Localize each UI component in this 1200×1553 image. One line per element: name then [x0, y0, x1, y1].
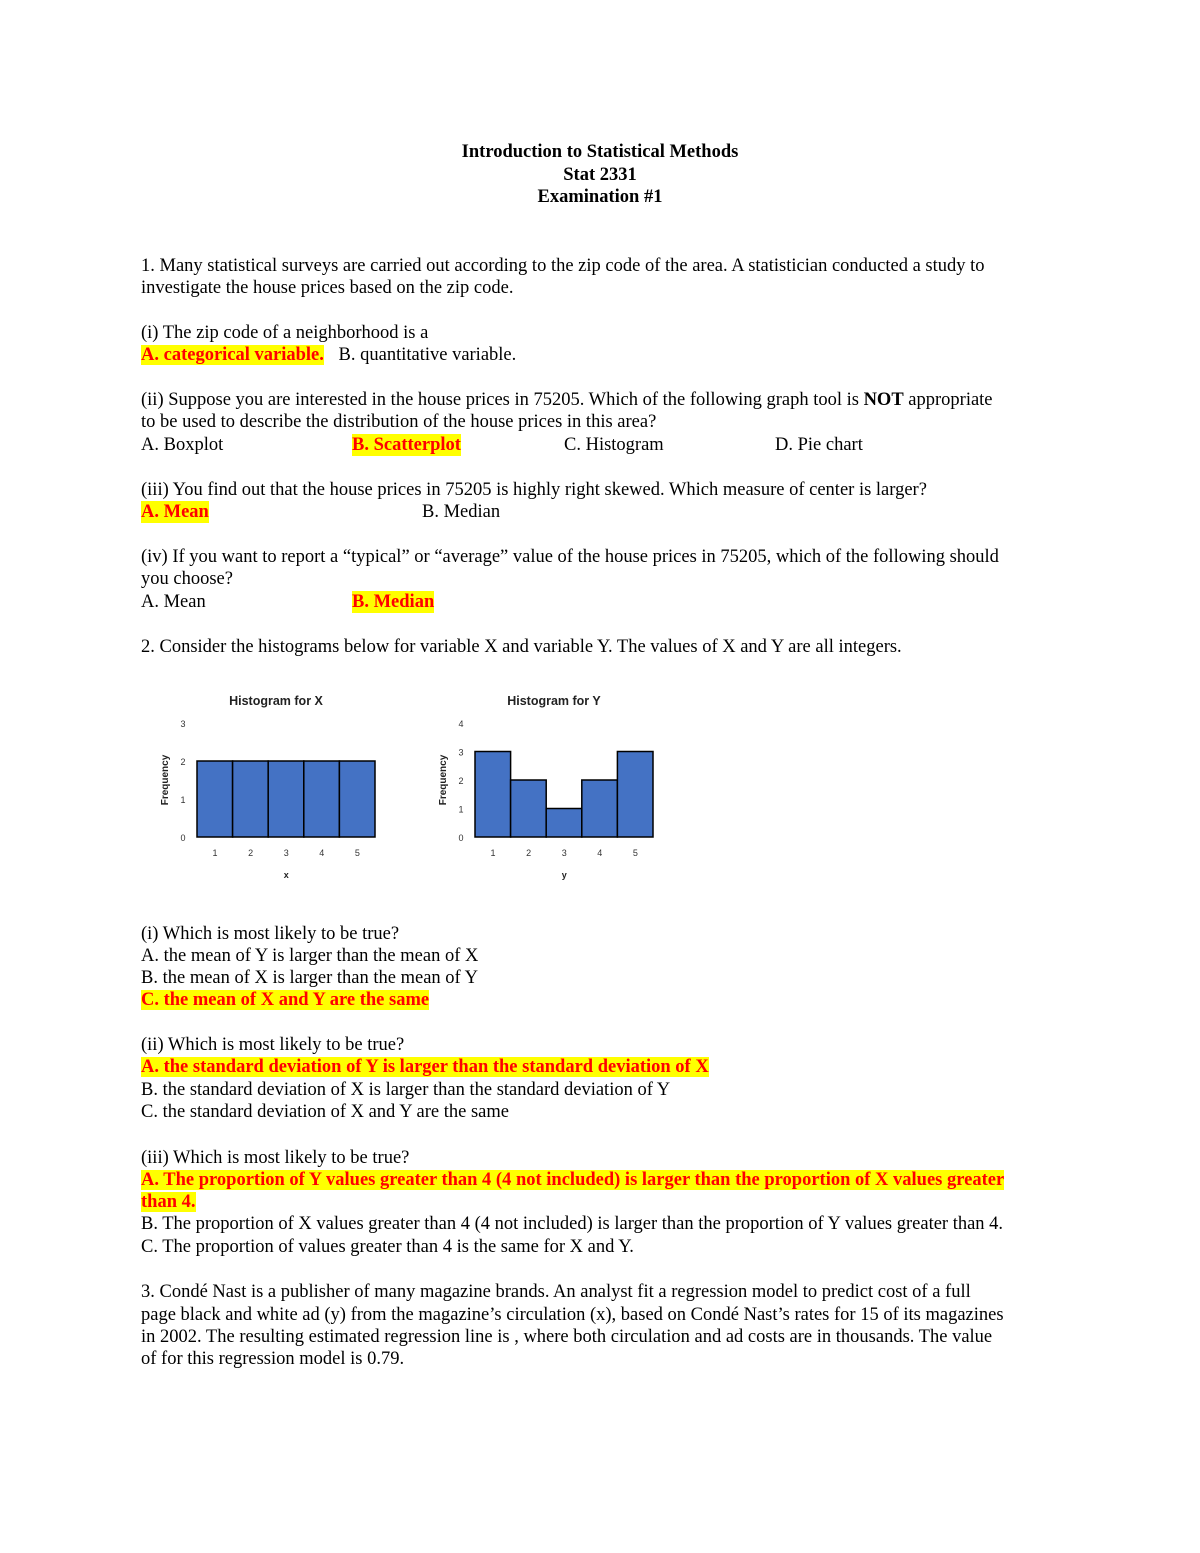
q3-line-1: 3. Condé Nast is a publisher of many magazine brands. An analyst fit a regression model to predict cost of a full	[141, 1282, 971, 1302]
histogram-x-xtick-5: 5	[354, 848, 360, 858]
q1-iv-answer-b: B. Median	[352, 592, 435, 612]
histogram-y-title: Histogram for Y	[507, 694, 601, 708]
q1-i-option-b: B. quantitative variable.	[338, 345, 517, 365]
histogram-y-ytick-1: 1	[458, 804, 464, 815]
q1-iv-option-a: A. Mean	[141, 592, 206, 612]
q2-i-option-a: A. the mean of Y is larger than the mean of X	[141, 946, 479, 966]
q2-iii-answer-a-line-2	[141, 1191, 196, 1213]
q2-iii-answer-a-2: than 4.	[141, 1192, 196, 1212]
histogram-x-svg	[145, 685, 425, 885]
histogram-y-bar-2	[511, 780, 547, 837]
q2-intro: 2. Consider the histograms below for variable X and variable Y. The values of X and Y are all integers.	[141, 637, 902, 657]
histogram-x-xtick-1: 1	[212, 848, 218, 858]
course-title: Introduction to Statistical Methods	[461, 142, 739, 162]
q2-i-option-b: B. the mean of X is larger than the mean of Y	[141, 968, 479, 988]
histogram-x-ytick-1: 1	[180, 795, 186, 805]
course-number: Stat 2331	[563, 164, 637, 185]
q2-ii-question: (ii) Which is most likely to be true?	[141, 1035, 405, 1055]
histogram-x-xtick-4: 4	[319, 848, 325, 858]
q2-iii-answer-a-line-1	[141, 1169, 1004, 1191]
histogram-y-xlabel: y	[561, 870, 567, 880]
q1-iv-question-line-2: you choose?	[141, 569, 233, 589]
histogram-y-bar-3	[546, 809, 582, 838]
q3-line-3: in 2002. The resulting estimated regression line is , where both circulation and ad costs are in thousands. The value	[141, 1327, 993, 1347]
histogram-x-xtick-2: 2	[248, 848, 254, 858]
histogram-y-bar-4	[582, 780, 618, 837]
histogram-y-svg	[423, 685, 703, 885]
q1-iii-options	[141, 501, 1041, 523]
q2-iii-option-c: C. The proportion of values greater than 4 is the same for X and Y.	[141, 1237, 634, 1257]
q2-ii-answer-a: A. the standard deviation of Y is larger than the standard deviation of X	[141, 1057, 709, 1077]
q2-ii-option-b: B. the standard deviation of X is larger than the standard deviation of Y	[141, 1080, 671, 1100]
histogram-y	[423, 685, 703, 885]
q3-line-2: page black and white ad (y) from the magazine’s circulation (x), based on Condé Nast’s rates for 15 of its magazines	[141, 1305, 1004, 1325]
q1-iv-options	[141, 591, 1041, 613]
q1-ii-question-post: appropriate	[903, 390, 993, 410]
q2-iii-question: (iii) Which is most likely to be true?	[141, 1148, 410, 1168]
histogram-y-bar-1	[475, 752, 511, 838]
q1-ii-question-pre: (ii) Suppose you are interested in the house prices in 75205. Which of the following graph tool is	[141, 390, 864, 410]
q2-iii-option-b: B. The proportion of X values greater than 4 (4 not included) is larger than the proportion of Y values greater than 4.	[141, 1214, 1004, 1234]
exam-title: Examination #1	[537, 187, 663, 207]
q1-intro-line-2: investigate the house prices based on the zip code.	[141, 278, 514, 298]
exam-header	[0, 141, 1200, 209]
q1-iii-answer-a: A. Mean	[141, 502, 209, 522]
q1-ii-question-line-1	[141, 389, 993, 411]
histogram-y-ytick-0: 0	[458, 833, 464, 843]
q1-i-options	[141, 344, 516, 366]
histogram-x-bar-5	[339, 761, 375, 837]
q2-i-answer-c-line	[141, 989, 429, 1011]
histogram-x-ytick-0: 0	[180, 833, 186, 843]
q1-ii-options	[141, 434, 1041, 456]
histogram-y-ylabel: Frequency	[438, 754, 449, 806]
q1-i-answer-a: A. categorical variable.	[141, 345, 324, 365]
q1-iv-question-line-1: (iv) If you want to report a “typical” or “average” value of the house prices in 75205, which of the following should	[141, 547, 999, 567]
histogram-y-ytick-3: 3	[458, 747, 464, 758]
histogram-y-xtick-5: 5	[632, 848, 638, 858]
histogram-x-title: Histogram for X	[229, 694, 323, 708]
histogram-x-ytick-3: 3	[180, 719, 186, 729]
histogram-y-xtick-3: 3	[561, 848, 567, 858]
q2-i-question: (i) Which is most likely to be true?	[141, 924, 400, 944]
histogram-x-xtick-3: 3	[283, 848, 289, 858]
q2-iii-answer-a-1: A. The proportion of Y values greater than 4 (4 not included) is larger than the proportion of X values greater	[141, 1170, 1005, 1190]
q2-ii-answer-a-line	[141, 1056, 709, 1078]
histogram-y-xtick-1: 1	[490, 848, 496, 858]
q3-line-4: of for this regression model is 0.79.	[141, 1349, 405, 1369]
histogram-x-ylabel: Frequency	[160, 754, 171, 806]
q1-ii-option-c: C. Histogram	[564, 435, 664, 455]
q1-ii-option-a: A. Boxplot	[141, 435, 224, 455]
histogram-x-bar-2	[233, 761, 269, 837]
histogram-y-xtick-2: 2	[526, 848, 532, 858]
q1-iii-option-b: B. Median	[422, 502, 501, 522]
q1-ii-answer-b: B. Scatterplot	[352, 435, 461, 455]
histogram-y-ytick-4: 4	[458, 719, 464, 729]
histogram-y-ytick-2: 2	[458, 776, 464, 786]
histogram-x-ytick-2: 2	[180, 757, 186, 767]
q1-iii-question: (iii) You find out that the house prices in 75205 is highly right skewed. Which measure of center is larger?	[141, 480, 927, 500]
histogram-y-xtick-4: 4	[597, 848, 603, 858]
q2-i-answer-c: C. the mean of X and Y are the same	[141, 990, 430, 1010]
histogram-x-bar-4	[304, 761, 340, 837]
q1-ii-question-not: NOT	[863, 390, 904, 410]
histogram-x	[145, 685, 425, 885]
histogram-x-xlabel: x	[283, 870, 289, 880]
q1-i-question: (i) The zip code of a neighborhood is a	[141, 323, 429, 343]
q1-ii-option-d: D. Pie chart	[775, 435, 863, 455]
histogram-y-bar-5	[617, 752, 653, 838]
q2-ii-option-c: C. the standard deviation of X and Y are the same	[141, 1102, 509, 1122]
histogram-x-bar-1	[197, 761, 233, 837]
q1-intro-line-1: 1. Many statistical surveys are carried out according to the zip code of the area. A statistician conducted a study to	[141, 256, 985, 276]
histogram-x-bar-3	[268, 761, 304, 837]
q1-ii-question-line-2: to be used to describe the distribution of the house prices in this area?	[141, 412, 657, 432]
